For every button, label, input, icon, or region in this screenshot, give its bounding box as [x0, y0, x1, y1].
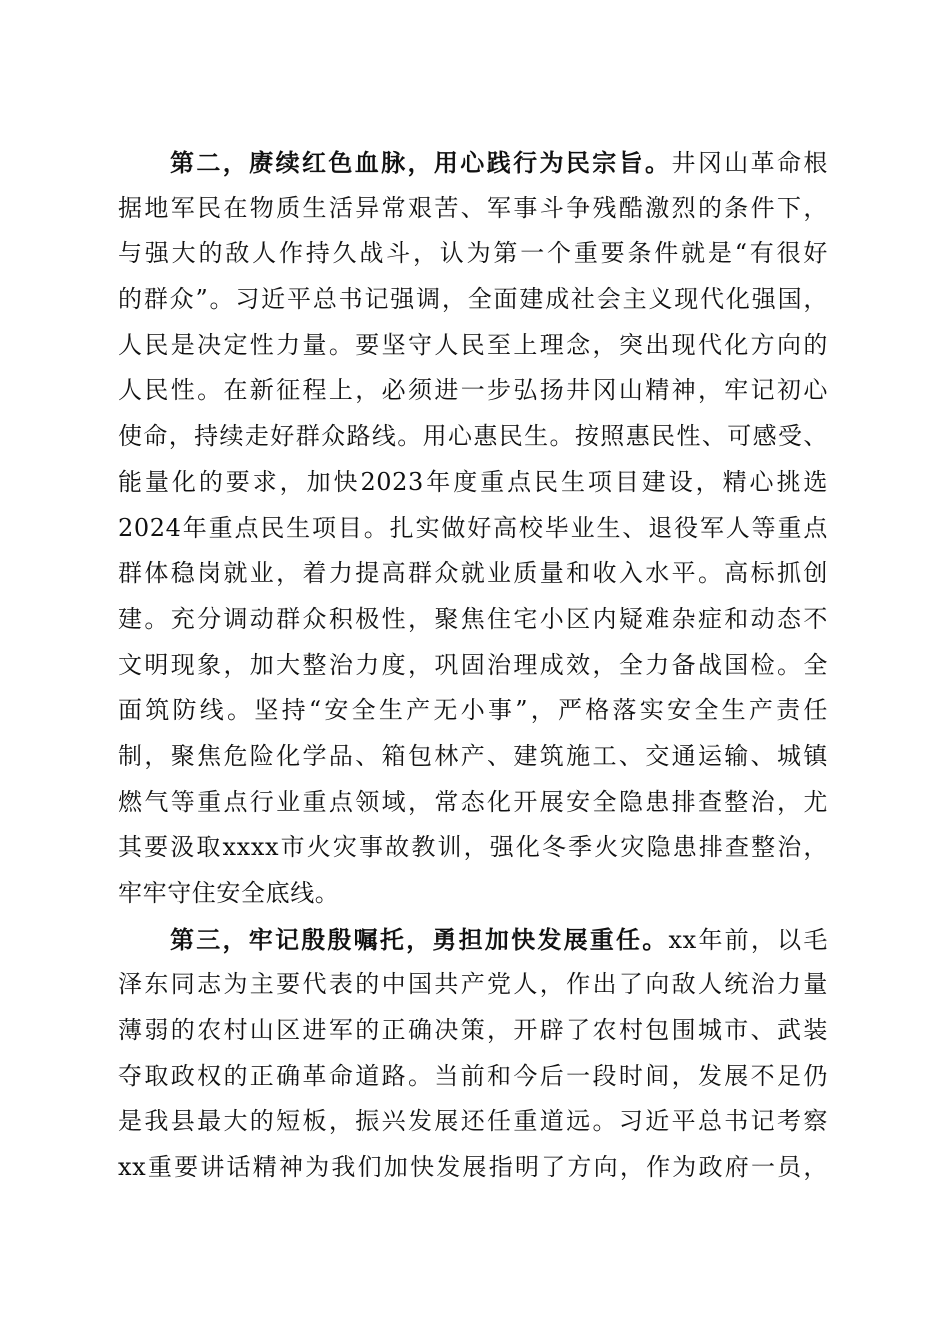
paragraph-3-heading: 第三，牢记殷殷嘱托，勇担加快发展重任。 — [170, 924, 669, 954]
paragraph-2-line-1 — [118, 140, 828, 186]
paragraph-3-line-4: 夺取政权的正确革命道路。当前和今后一段时间，发展不足仍 — [118, 1061, 828, 1090]
paragraph-2-line-4: 的群众”。习近平总书记强调，全面建成社会主义现代化强国， — [118, 285, 828, 314]
paragraph-2-line-2: 据地军民在物质生活异常艰苦、军事斗争残酷激烈的条件下， — [118, 193, 828, 222]
paragraph-2-line-11: 建。充分调动群众积极性，聚焦住宅小区内疑难杂症和动态不 — [118, 604, 828, 633]
paragraph-2-line-17: 牢牢守住安全底线。 — [118, 879, 340, 907]
paragraph-3-line-6: xx重要讲话精神为我们加快发展指明了方向，作为政府一员， — [118, 1153, 828, 1182]
document-body — [118, 140, 828, 1191]
paragraph-2-heading: 第二，赓续红色血脉，用心践行为民宗旨。 — [170, 148, 672, 177]
paragraph-2-line-9: 2024年重点民生项目。扎实做好高校毕业生、退役军人等重点 — [118, 513, 828, 542]
paragraph-3-line-1-text: xx年前，以毛 — [668, 925, 828, 954]
paragraph-2-line-3: 与强大的敌人作持久战斗，认为第一个重要条件就是“有很好 — [118, 239, 828, 268]
paragraph-2-line-1-text: 井冈山革命根 — [671, 149, 828, 177]
paragraph-2-line-6: 人民性。在新征程上，必须进一步弘扬井冈山精神，牢记初心 — [118, 376, 828, 405]
paragraph-2-line-15: 燃气等重点行业重点领域，常态化开展安全隐患排查整治，尤 — [118, 787, 828, 816]
paragraph-2-line-5: 人民是决定性力量。要坚守人民至上理念，突出现代化方向的 — [118, 330, 828, 359]
paragraph-2-line-14: 制，聚焦危险化学品、箱包林产、建筑施工、交通运输、城镇 — [118, 741, 828, 770]
paragraph-2-line-12: 文明现象，加大整治力度，巩固治理成效，全力备战国检。全 — [118, 650, 828, 679]
paragraph-2-line-8: 能量化的要求，加快2023年度重点民生项目建设，精心挑选 — [118, 467, 828, 496]
paragraph-3-line-5: 是我县最大的短板，振兴发展还任重道远。习近平总书记考察 — [118, 1107, 828, 1136]
paragraph-3-line-3: 薄弱的农村山区进军的正确决策，开辟了农村包围城市、武装 — [118, 1016, 828, 1045]
paragraph-3-line-1 — [118, 917, 828, 963]
paragraph-2-line-16: 其要汲取xxxx市火灾事故教训，强化冬季火灾隐患排查整治， — [118, 833, 828, 862]
paragraph-3-line-2: 泽东同志为主要代表的中国共产党人，作出了向敌人统治力量 — [118, 970, 828, 999]
paragraph-2-line-7: 使命，持续走好群众路线。用心惠民生。按照惠民性、可感受、 — [118, 422, 828, 451]
paragraph-2-line-13: 面筑防线。坚持“安全生产无小事”，严格落实安全生产责任 — [118, 696, 828, 725]
paragraph-2-line-10: 群体稳岗就业，着力提高群众就业质量和收入水平。高标抓创 — [118, 559, 828, 588]
